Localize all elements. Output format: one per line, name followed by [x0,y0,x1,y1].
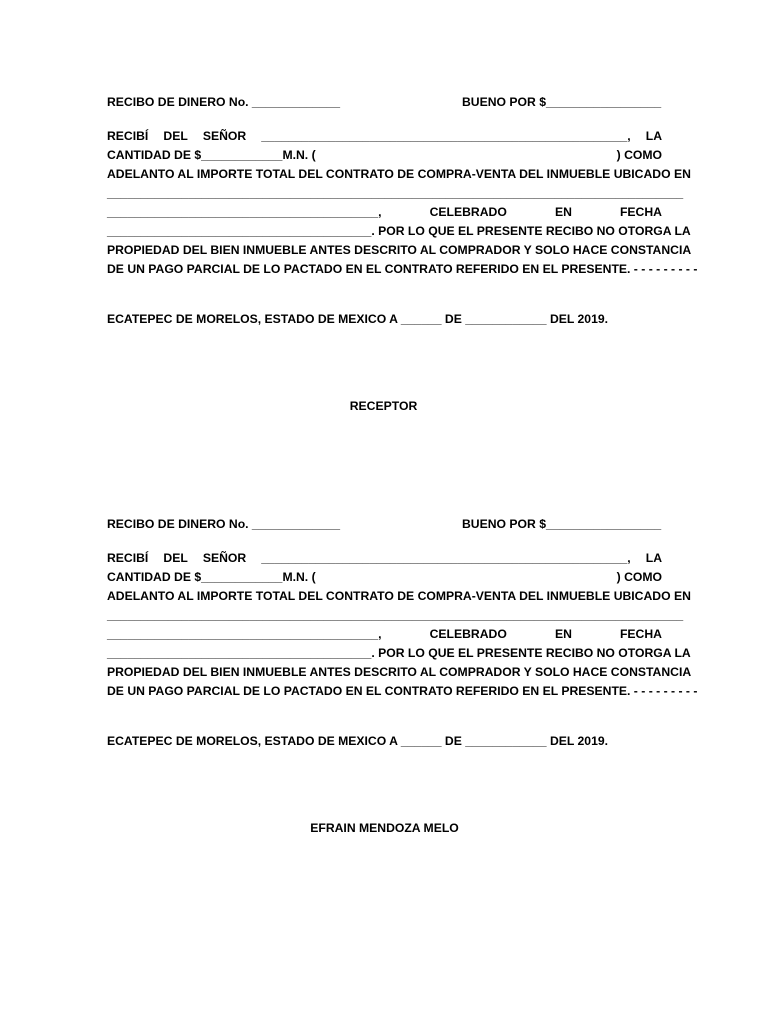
signer-label: EFRAIN MENDOZA MELO [310,821,459,835]
word-celebrado: CELEBRADO [429,205,507,219]
quantity-line [107,568,662,587]
amount-label: BUENO POR $_________________ [462,95,662,109]
disclaimer-line-1: _______________________________________. POR LO QUE EL PRESENTE RECIBO NO OTORGA LA [107,646,691,660]
place-date-line: ECATEPEC DE MORELOS, ESTADO DE MEXICO A ______ DE ____________ DEL 2019. [107,734,609,748]
amount-label: BUENO POR $_________________ [462,517,662,531]
disclaimer-line-1: _______________________________________. POR LO QUE EL PRESENTE RECIBO NO OTORGA LA [107,224,691,238]
disclaimer-line-2: PROPIEDAD DEL BIEN INMUEBLE ANTES DESCRITO AL COMPRADOR Y SOLO HACE CONSTANCIA [107,665,692,679]
received-from-line [107,549,662,568]
word-recibi: RECIBÍ [107,129,149,143]
receipt-header [107,93,662,112]
name-blank: ______________________________________________________, [261,551,631,565]
quantity-text: CANTIDAD DE $____________M.N. ( [107,570,316,584]
word-del: DEL [163,129,188,143]
disclaimer-line-3: DE UN PAGO PARCIAL DE LO PACTADO EN EL CONTRATO REFERIDO EN EL PRESENTE. - - - - - - - - - [107,684,698,698]
word-la: LA [645,551,662,565]
disclaimer-line-2: PROPIEDAD DEL BIEN INMUEBLE ANTES DESCRITO AL COMPRADOR Y SOLO HACE CONSTANCIA [107,243,692,257]
quantity-line [107,146,662,165]
disclaimer-line-3: DE UN PAGO PARCIAL DE LO PACTADO EN EL CONTRATO REFERIDO EN EL PRESENTE. - - - - - - - - - [107,262,698,276]
word-en: EN [554,205,572,219]
word-la: LA [645,129,662,143]
signer-label: RECEPTOR [349,399,418,413]
word-recibi: RECIBÍ [107,551,149,565]
received-from-line [107,127,662,146]
receipt-number-label: RECIBO DE DINERO No. _____________ [107,95,341,109]
advance-line: ADELANTO AL IMPORTE TOTAL DEL CONTRATO DE COMPRA-VENTA DEL INMUEBLE UBICADO EN [107,167,691,181]
word-fecha: FECHA [619,205,662,219]
place-date-line: ECATEPEC DE MORELOS, ESTADO DE MEXICO A ______ DE ____________ DEL 2019. [107,312,609,326]
word-senor: SEÑOR [202,551,247,565]
celebrated-blank: ________________________________________, [107,205,382,219]
address-blank-line: _____________________________________________________________________________________ [107,608,684,622]
receipt-2 [107,515,698,835]
word-en: EN [554,627,572,641]
celebrated-line [107,625,662,644]
receipt-1 [107,93,698,413]
word-senor: SEÑOR [202,129,247,143]
como-text: ) COMO [616,570,662,584]
como-text: ) COMO [616,148,662,162]
receipt-header [107,515,662,534]
word-celebrado: CELEBRADO [429,627,507,641]
word-del: DEL [163,551,188,565]
advance-line: ADELANTO AL IMPORTE TOTAL DEL CONTRATO DE COMPRA-VENTA DEL INMUEBLE UBICADO EN [107,589,691,603]
word-fecha: FECHA [619,627,662,641]
quantity-text: CANTIDAD DE $____________M.N. ( [107,148,316,162]
celebrated-line [107,203,662,222]
receipt-number-label: RECIBO DE DINERO No. _____________ [107,517,341,531]
name-blank: ______________________________________________________, [261,129,631,143]
address-blank-line: _____________________________________________________________________________________ [107,186,684,200]
celebrated-blank: ________________________________________, [107,627,382,641]
